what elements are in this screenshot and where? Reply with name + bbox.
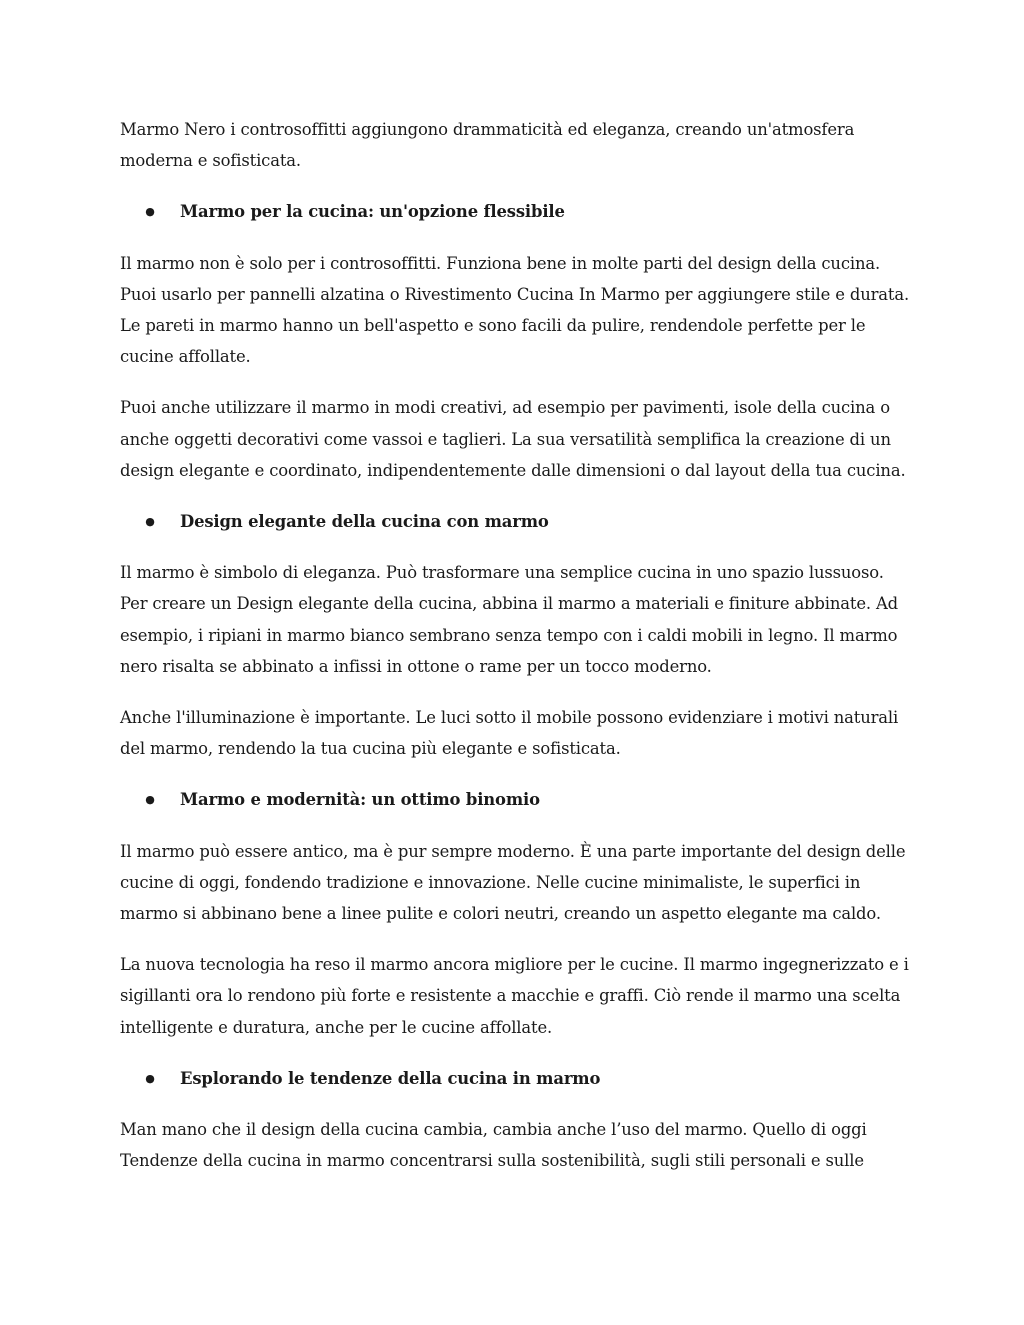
paragraph-line: moderna e sofisticata. bbox=[120, 151, 301, 171]
paragraph-line: Tendenze della cucina in marmo concentrarsi sulla sostenibilità, sugli stili personali e sulle bbox=[120, 1151, 864, 1171]
paragraph-line: intelligente e duratura, anche per le cucine affollate. bbox=[120, 1017, 553, 1037]
paragraph-line: anche oggetti decorativi come vassoi e taglieri. La sua versatilità semplifica la creazione di un bbox=[120, 429, 891, 449]
section-heading bbox=[120, 1063, 910, 1094]
paragraph-line: nero risalta se abbinato a infissi in ottone o rame per un tocco moderno. bbox=[120, 656, 712, 676]
paragraph-line: cucine affollate. bbox=[120, 347, 251, 367]
paragraph-line: Puoi usarlo per pannelli alzatina o Rivestimento Cucina In Marmo per aggiungere stile e durata. bbox=[120, 284, 910, 304]
paragraph-line: sigillanti ora lo rendono più forte e resistente a macchie e graffi. Ciò rende il marmo una scelta bbox=[120, 986, 901, 1006]
paragraph-line: esempio, i ripiani in marmo bianco sembrano senza tempo con i caldi mobili in legno. Il marmo bbox=[120, 625, 898, 645]
paragraph-line: cucine di oggi, fondendo tradizione e innovazione. Nelle cucine minimaliste, le superfici in bbox=[120, 872, 861, 892]
paragraph bbox=[120, 248, 910, 373]
section-heading-text: Marmo e modernità: un ottimo binomio bbox=[180, 790, 540, 810]
paragraph-line: del marmo, rendendo la tua cucina più elegante e sofisticata. bbox=[120, 739, 621, 759]
paragraph bbox=[120, 836, 910, 930]
bullet-icon: ● bbox=[145, 205, 155, 219]
paragraph-line: Per creare un Design elegante della cucina, abbina il marmo a materiali e finiture abbinate. Ad bbox=[120, 594, 899, 614]
paragraph-line: Marmo Nero i controsoffitti aggiungono drammaticità ed eleganza, creando un'atmosfera bbox=[120, 120, 855, 139]
section-heading bbox=[120, 506, 910, 537]
paragraph bbox=[120, 557, 910, 682]
paragraph bbox=[120, 1114, 910, 1176]
paragraph-line: Il marmo può essere antico, ma è pur sempre moderno. È una parte importante del design delle bbox=[120, 841, 906, 861]
section-heading-text: Esplorando le tendenze della cucina in marmo bbox=[180, 1068, 601, 1088]
bullet-icon: ● bbox=[145, 793, 155, 807]
paragraph-line: Puoi anche utilizzare il marmo in modi creativi, ad esempio per pavimenti, isole della cucina o bbox=[120, 398, 890, 418]
paragraph-line: Man mano che il design della cucina cambia, cambia anche l’uso del marmo. Quello di oggi bbox=[120, 1120, 867, 1140]
paragraph bbox=[120, 114, 910, 176]
paragraph bbox=[120, 702, 910, 764]
paragraph-line: Il marmo è simbolo di eleganza. Può trasformare una semplice cucina in uno spazio lussuoso. bbox=[120, 563, 884, 583]
section-heading-text: Marmo per la cucina: un'opzione flessibile bbox=[180, 202, 565, 222]
paragraph-line: design elegante e coordinato, indipendentemente dalle dimensioni o dal layout della tua cucina. bbox=[120, 460, 906, 480]
section-heading-text: Design elegante della cucina con marmo bbox=[180, 512, 549, 532]
paragraph-line: La nuova tecnologia ha reso il marmo ancora migliore per le cucine. Il marmo ingegnerizzato e i bbox=[120, 955, 909, 975]
paragraph-line: marmo si abbinano bene a linee pulite e colori neutri, creando un aspetto elegante ma caldo. bbox=[120, 904, 881, 924]
paragraph bbox=[120, 949, 910, 1043]
paragraph-line: Le pareti in marmo hanno un bell'aspetto e sono facili da pulire, rendendole perfette per le bbox=[120, 316, 866, 335]
bullet-icon: ● bbox=[145, 1071, 155, 1085]
paragraph bbox=[120, 392, 910, 486]
bullet-icon: ● bbox=[145, 515, 155, 529]
section-heading bbox=[120, 784, 910, 815]
document-page bbox=[120, 114, 910, 1196]
paragraph-line: Il marmo non è solo per i controsoffitti. Funziona bene in molte parti del design della cucina. bbox=[120, 253, 881, 273]
paragraph-line: Anche l'illuminazione è importante. Le luci sotto il mobile possono evidenziare i motivi naturali bbox=[120, 708, 899, 728]
section-heading bbox=[120, 196, 910, 227]
